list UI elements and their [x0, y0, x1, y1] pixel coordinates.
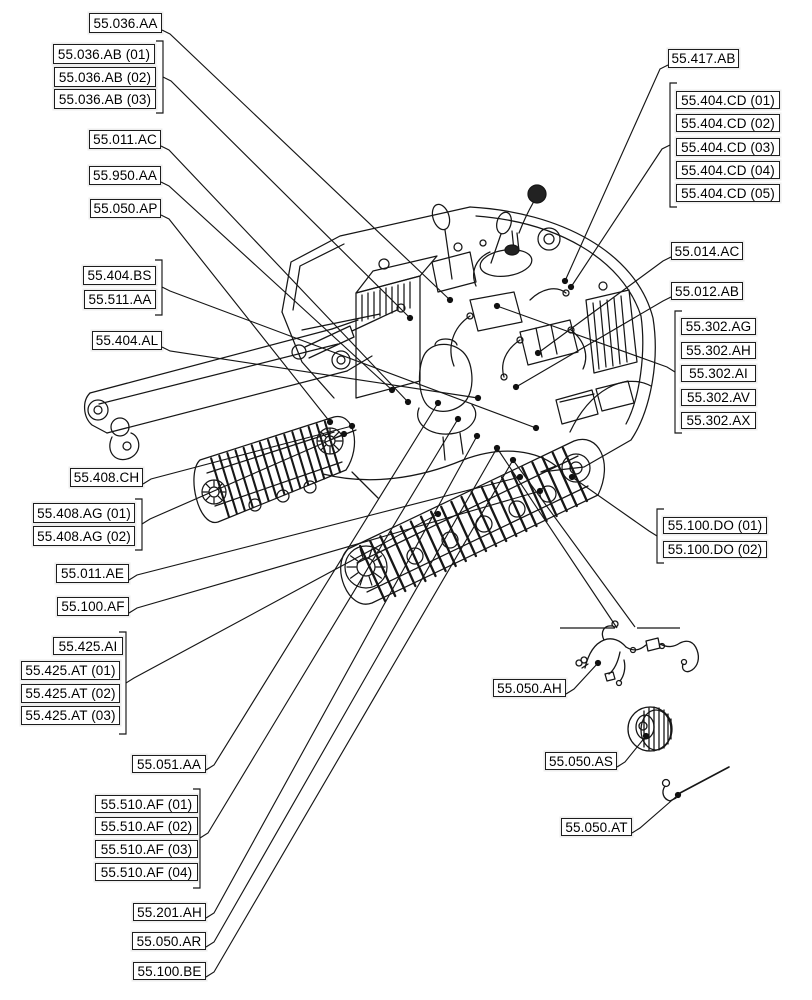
callout-55.425.AT01[interactable]: 55.425.AT (01) — [21, 661, 120, 680]
callout-55.036.AA[interactable]: 55.036.AA — [89, 13, 162, 33]
callout-55.050.AP[interactable]: 55.050.AP — [90, 199, 161, 218]
leader-55.050.AH — [566, 663, 598, 694]
callout-55.011.AE[interactable]: 55.011.AE — [56, 564, 129, 583]
callout-55.036.AB02[interactable]: 55.036.AB (02) — [54, 67, 156, 87]
callout-55.302.AH[interactable]: 55.302.AH — [681, 342, 756, 359]
callout-55.302.AG[interactable]: 55.302.AG — [681, 318, 756, 335]
callout-55.014.AC[interactable]: 55.014.AC — [671, 242, 743, 260]
callout-55.050.AR[interactable]: 55.050.AR — [132, 932, 206, 950]
callout-55.950.AA[interactable]: 55.950.AA — [89, 166, 161, 185]
callout-55.050.AS[interactable]: 55.050.AS — [545, 752, 617, 770]
leader-55.011.AE — [129, 477, 520, 580]
callout-55.425.AT02[interactable]: 55.425.AT (02) — [21, 684, 120, 703]
leader-g7 — [497, 306, 675, 372]
leader-g1 — [163, 77, 410, 318]
callout-55.302.AI[interactable]: 55.302.AI — [681, 365, 756, 382]
leader-dot-g8 — [569, 474, 575, 480]
callout-55.417.AB[interactable]: 55.417.AB — [668, 49, 739, 68]
leader-endpoint-dots — [327, 278, 681, 798]
callout-55.100.DO02[interactable]: 55.100.DO (02) — [663, 541, 767, 558]
leader-55.050.AR — [206, 448, 497, 947]
leader-g3 — [142, 434, 344, 524]
blower-motor-part — [628, 707, 672, 751]
bracket-g3 — [135, 499, 142, 550]
leader-55.012.AB — [516, 297, 671, 387]
leader-dot-55.950.AA — [389, 387, 395, 393]
leader-55.950.AA — [161, 182, 392, 390]
leader-dot-55.050.AR — [494, 445, 500, 451]
leader-55.051.AA — [206, 403, 438, 770]
leader-dot-55.050.AT — [675, 792, 681, 798]
leader-g8 — [572, 477, 657, 536]
callout-55.201.AH[interactable]: 55.201.AH — [133, 903, 206, 921]
leader-55.050.AP — [161, 215, 330, 422]
leader-dot-55.014.AC — [535, 350, 541, 356]
leader-dot-g5 — [455, 416, 461, 422]
leader-g5 — [200, 419, 458, 838]
callout-55.408.AG01[interactable]: 55.408.AG (01) — [33, 503, 135, 523]
leader-55.404.AL — [162, 347, 478, 398]
sprocket-teeth — [203, 429, 385, 585]
callout-55.302.AX[interactable]: 55.302.AX — [681, 412, 756, 429]
leader-dot-55.011.AC — [405, 399, 411, 405]
leader-dot-g1 — [407, 315, 413, 321]
callout-55.511.AA[interactable]: 55.511.AA — [84, 290, 156, 309]
callout-55.404.CD03[interactable]: 55.404.CD (03) — [676, 138, 780, 156]
leader-dot-g4 — [435, 511, 441, 517]
bracket-g2 — [155, 260, 162, 315]
leader-dot-g2 — [533, 425, 539, 431]
antenna-wire-part — [663, 767, 730, 801]
callout-55.036.AB01[interactable]: 55.036.AB (01) — [53, 44, 155, 64]
callout-55.011.AC[interactable]: 55.011.AC — [89, 130, 161, 149]
callout-55.408.AG02[interactable]: 55.408.AG (02) — [33, 526, 135, 546]
leader-55.050.AS — [617, 736, 646, 767]
leader-55.036.AA — [162, 30, 450, 300]
callout-55.510.AF01[interactable]: 55.510.AF (01) — [95, 795, 198, 813]
leader-g2 — [162, 287, 536, 428]
callout-55.404.CD04[interactable]: 55.404.CD (04) — [676, 161, 780, 179]
callout-55.100.AF[interactable]: 55.100.AF — [57, 597, 129, 616]
callout-55.050.AT[interactable]: 55.050.AT — [561, 818, 632, 836]
leader-g6 — [571, 145, 670, 287]
callout-55.100.DO01[interactable]: 55.100.DO (01) — [663, 517, 767, 534]
leader-dot-55.051.AA — [435, 400, 441, 406]
excavator-line-art — [85, 185, 656, 604]
leader-dot-g7 — [494, 303, 500, 309]
ground-separator — [497, 448, 680, 628]
callout-55.404.AL[interactable]: 55.404.AL — [92, 331, 162, 350]
callout-55.404.BS[interactable]: 55.404.BS — [83, 266, 156, 285]
callout-55.404.CD01[interactable]: 55.404.CD (01) — [676, 91, 780, 109]
callout-55.404.CD05[interactable]: 55.404.CD (05) — [676, 184, 780, 202]
leader-55.100.AF — [129, 491, 540, 613]
leader-dot-55.417.AB — [562, 278, 568, 284]
leader-dot-55.012.AB — [513, 384, 519, 390]
leader-dot-g6 — [568, 284, 574, 290]
track-treads — [211, 422, 587, 601]
callout-55.510.AF03[interactable]: 55.510.AF (03) — [95, 840, 198, 858]
leader-55.408.CH — [143, 426, 352, 484]
callout-55.012.AB[interactable]: 55.012.AB — [671, 282, 743, 300]
leader-dot-55.036.AA — [447, 297, 453, 303]
leader-dot-55.050.AH — [595, 660, 601, 666]
leader-dot-55.100.BE — [510, 457, 516, 463]
wire-harness-part — [576, 621, 698, 686]
leader-55.014.AC — [538, 257, 671, 353]
leader-dot-55.050.AS — [643, 733, 649, 739]
callout-55.051.AA[interactable]: 55.051.AA — [132, 755, 206, 773]
leader-dot-55.011.AE — [517, 474, 523, 480]
leader-55.011.AC — [161, 146, 408, 402]
leader-dot-55.201.AH — [474, 433, 480, 439]
callout-55.036.AB03[interactable]: 55.036.AB (03) — [54, 89, 156, 109]
leader-g4 — [126, 514, 438, 683]
leader-dot-55.050.AP — [327, 419, 333, 425]
callout-55.302.AV[interactable]: 55.302.AV — [681, 389, 756, 406]
bracket-g1 — [156, 41, 163, 113]
leader-dot-55.408.CH — [349, 423, 355, 429]
leader-55.050.AT — [632, 795, 678, 833]
callout-55.510.AF02[interactable]: 55.510.AF (02) — [95, 817, 198, 835]
leader-55.201.AH — [206, 436, 477, 918]
callout-55.425.AT03[interactable]: 55.425.AT (03) — [21, 706, 120, 725]
callout-55.408.CH[interactable]: 55.408.CH — [70, 468, 143, 487]
callout-55.425.AI[interactable]: 55.425.AI — [53, 637, 123, 655]
leader-dot-g3 — [341, 431, 347, 437]
leader-55.417.AB — [565, 65, 668, 281]
callout-55.404.CD02[interactable]: 55.404.CD (02) — [676, 114, 780, 132]
leader-dot-55.100.AF — [537, 488, 543, 494]
leader-55.100.BE — [206, 460, 513, 977]
leader-dot-55.404.AL — [475, 395, 481, 401]
callout-55.510.AF04[interactable]: 55.510.AF (04) — [95, 863, 198, 881]
callout-55.050.AH[interactable]: 55.050.AH — [493, 679, 566, 697]
callout-55.100.BE[interactable]: 55.100.BE — [133, 962, 206, 980]
